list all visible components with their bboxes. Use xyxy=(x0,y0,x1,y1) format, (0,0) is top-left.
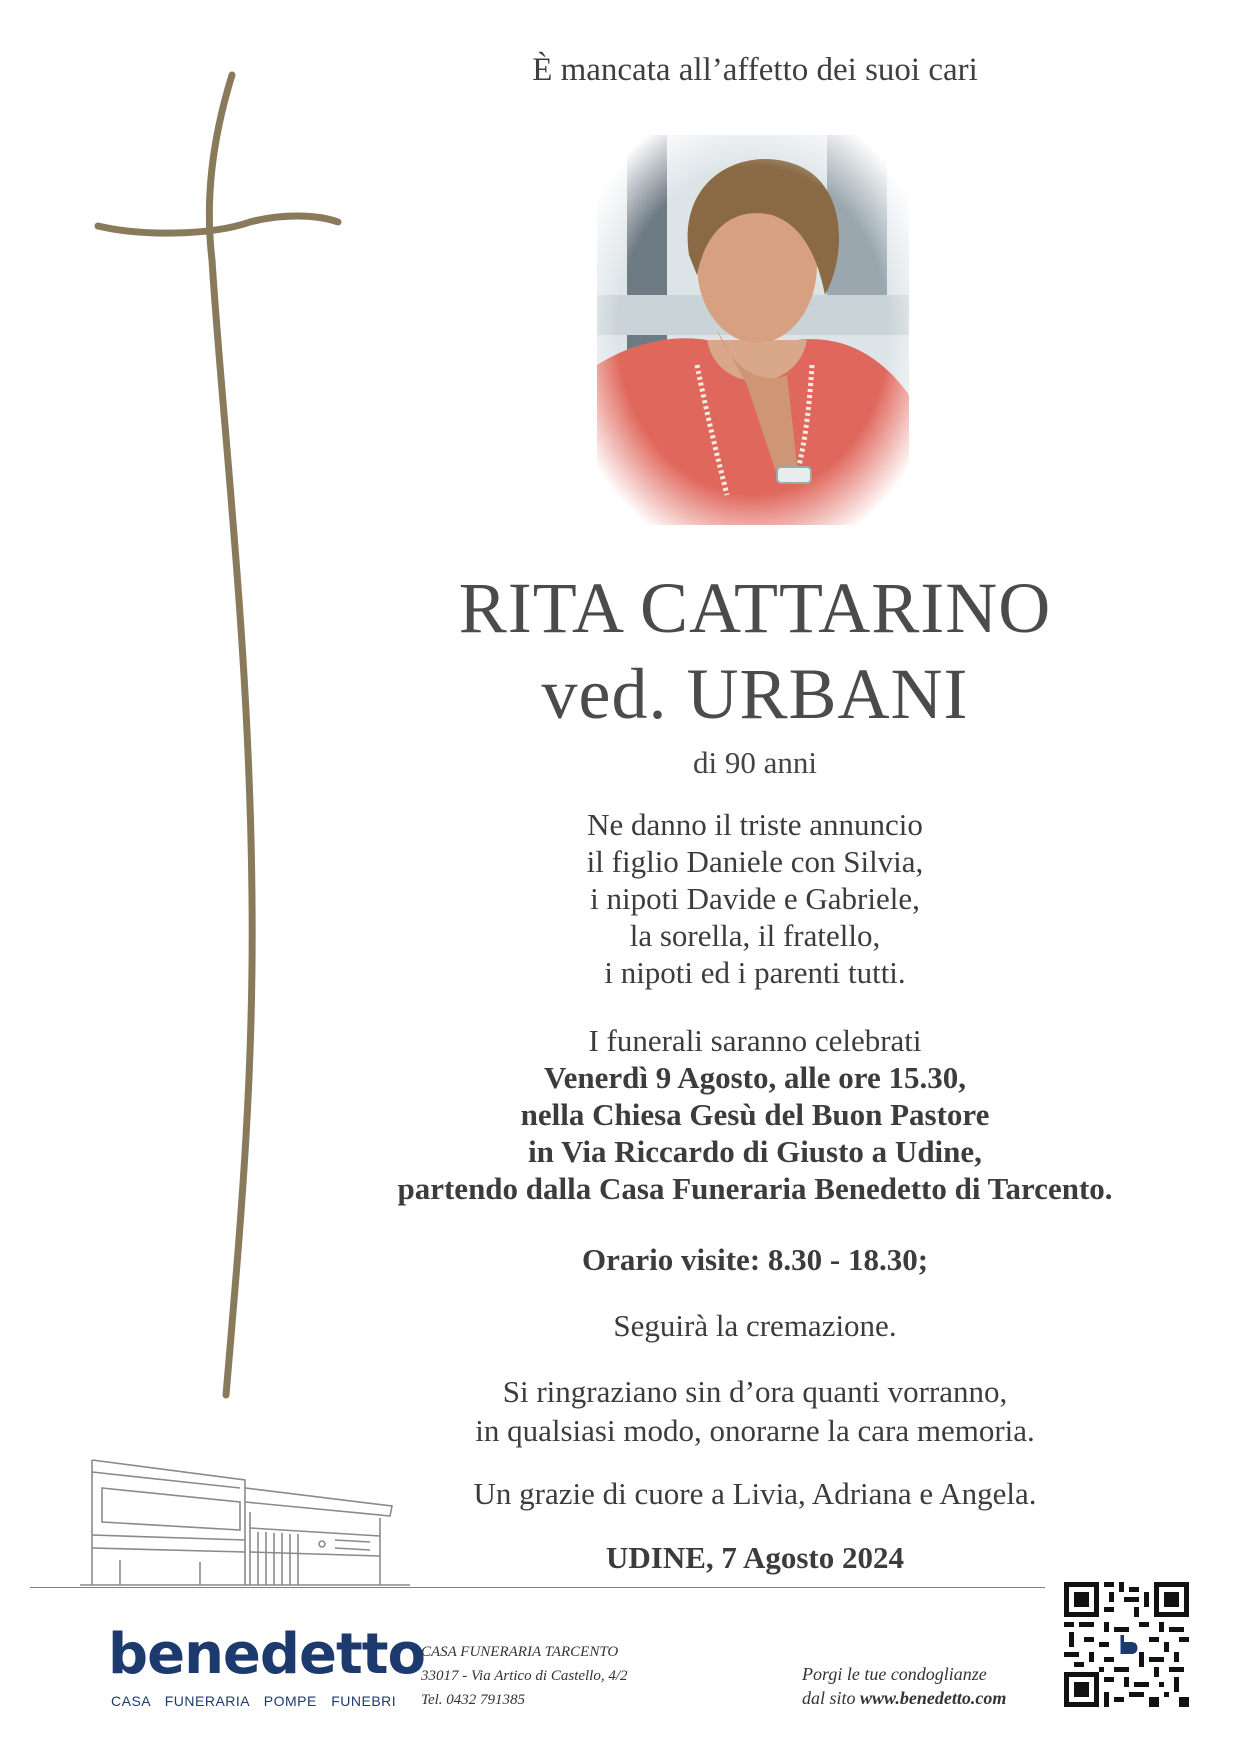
visiting-hours: Orario visite: 8.30 - 18.30; xyxy=(581,1242,929,1277)
benedetto-logo: benedetto xyxy=(108,1622,425,1687)
announcement-line: i nipoti ed i parenti tutti. xyxy=(604,955,906,990)
address-line: CASA FUNERARIA TARCENTO xyxy=(421,1644,619,1660)
thanks-text xyxy=(360,1372,1150,1450)
funeral-detail: partendo dalla Casa Funeraria Benedetto di Tarcento. xyxy=(397,1171,1113,1206)
address-line: 33017 - Via Artico di Castello, 4/2 xyxy=(421,1668,628,1684)
deceased-name xyxy=(360,565,1150,737)
cross-icon xyxy=(0,0,360,1420)
funeral-detail: Venerdì 9 Agosto, alle ore 15.30, xyxy=(544,1060,966,1095)
name-line-1: RITA CATTARINO xyxy=(458,568,1052,648)
footer-divider xyxy=(30,1587,1045,1588)
announcement-line: la sorella, il fratello, xyxy=(629,918,881,953)
announcement-line: Ne danno il triste annuncio xyxy=(587,807,923,842)
announcement-line: il figlio Daniele con Silvia, xyxy=(586,844,924,879)
age-text: di 90 anni xyxy=(693,745,817,780)
funeral-info xyxy=(360,1022,1150,1207)
announcement xyxy=(360,806,1150,991)
building-illustration xyxy=(80,1440,410,1590)
funeral-detail: in Via Riccardo di Giusto a Udine, xyxy=(528,1134,982,1169)
special-thanks: Un grazie di cuore a Livia, Adriana e Angela. xyxy=(473,1476,1037,1511)
funeral-home-address xyxy=(421,1640,628,1712)
name-line-2: ved. URBANI xyxy=(541,654,969,734)
cremation-note: Seguirà la cremazione. xyxy=(613,1308,897,1343)
thanks-line: in qualsiasi modo, onorarne la cara memoria. xyxy=(475,1413,1035,1448)
logo-subtitle: CASA FUNERARIA POMPE FUNEBRI xyxy=(111,1693,397,1709)
announcement-line: i nipoti Davide e Gabriele, xyxy=(590,881,920,916)
address-line: Tel. 0432 791385 xyxy=(421,1692,526,1708)
condolences-note xyxy=(802,1662,1006,1710)
condolences-prefix: dal sito xyxy=(802,1688,861,1708)
condolences-line: Porgi le tue condoglianze xyxy=(802,1664,987,1684)
funeral-intro: I funerali saranno celebrati xyxy=(588,1023,922,1058)
funeral-detail: nella Chiesa Gesù del Buon Pastore xyxy=(520,1097,990,1132)
portrait-photo xyxy=(597,135,909,525)
condolences-site-link[interactable]: www.benedetto.com xyxy=(860,1688,1007,1708)
thanks-line: Si ringraziano sin d’ora quanti vorranno, xyxy=(502,1374,1008,1409)
qr-code[interactable] xyxy=(1064,1582,1189,1707)
condolences-line xyxy=(802,1686,1006,1710)
dateline: UDINE, 7 Agosto 2024 xyxy=(606,1540,904,1575)
intro-text: È mancata all’affetto dei suoi cari xyxy=(532,52,978,88)
